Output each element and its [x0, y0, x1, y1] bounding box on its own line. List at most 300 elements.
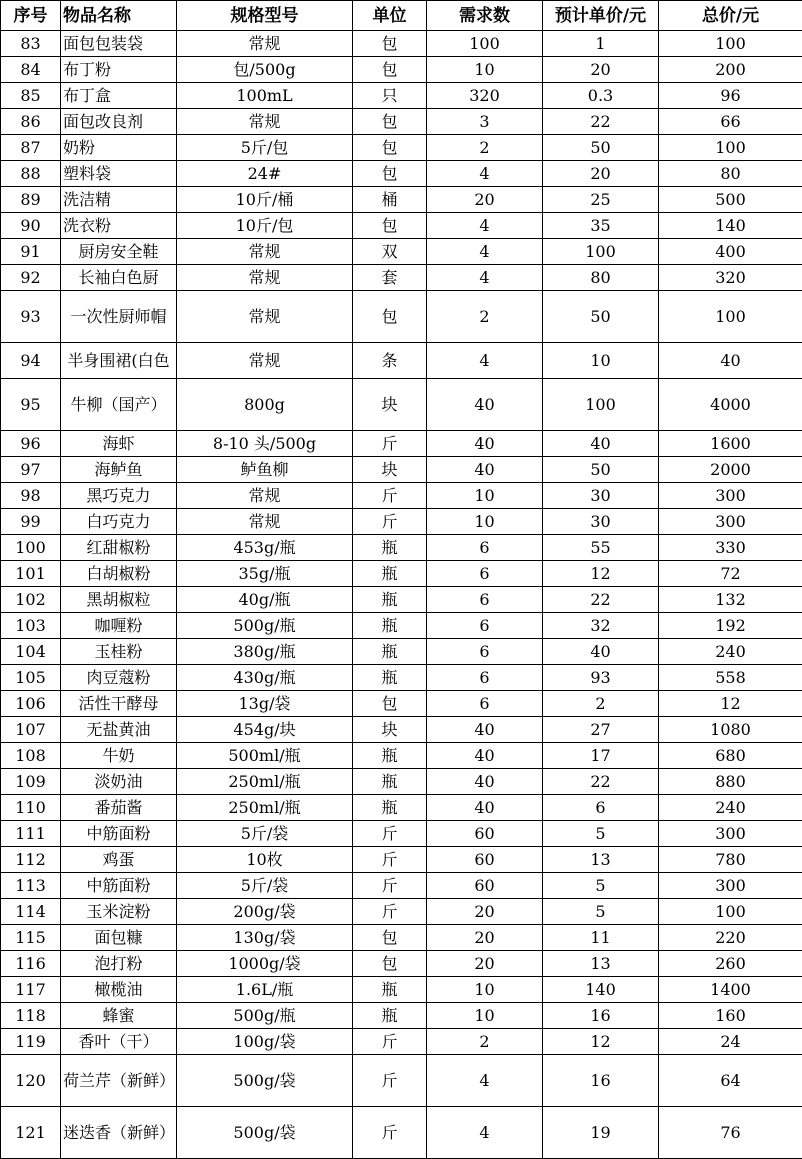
table-row	[1, 561, 802, 587]
cell-qty: 4	[427, 1055, 543, 1107]
cell-no: 107	[1, 717, 61, 743]
cell-spec: 200g/袋	[177, 899, 353, 925]
cell-unit: 斤	[353, 1107, 427, 1159]
cell-name: 面包包装袋	[61, 31, 177, 57]
cell-total: 220	[659, 925, 802, 951]
cell-price: 22	[543, 109, 659, 135]
cell-price: 11	[543, 925, 659, 951]
cell-qty: 40	[427, 457, 543, 483]
cell-total: 80	[659, 161, 802, 187]
cell-spec: 常规	[177, 265, 353, 291]
cell-no: 115	[1, 925, 61, 951]
cell-qty: 4	[427, 161, 543, 187]
cell-spec: 500g/袋	[177, 1107, 353, 1159]
cell-total: 40	[659, 343, 802, 379]
cell-qty: 6	[427, 561, 543, 587]
cell-name: 玉米淀粉	[61, 899, 177, 925]
cell-price: 20	[543, 161, 659, 187]
cell-total: 100	[659, 135, 802, 161]
cell-no: 113	[1, 873, 61, 899]
table-row	[1, 135, 802, 161]
table-row	[1, 743, 802, 769]
header-no: 序号	[1, 1, 61, 31]
cell-unit: 块	[353, 717, 427, 743]
table-row	[1, 873, 802, 899]
cell-price: 100	[543, 239, 659, 265]
cell-total: 140	[659, 213, 802, 239]
cell-qty: 4	[427, 213, 543, 239]
cell-total: 240	[659, 639, 802, 665]
cell-unit: 瓶	[353, 561, 427, 587]
cell-name: 无盐黄油	[61, 717, 177, 743]
cell-unit: 瓶	[353, 587, 427, 613]
cell-no: 117	[1, 977, 61, 1003]
cell-no: 90	[1, 213, 61, 239]
cell-name: 厨房安全鞋	[61, 239, 177, 265]
cell-qty: 2	[427, 135, 543, 161]
cell-no: 97	[1, 457, 61, 483]
cell-spec: 250ml/瓶	[177, 769, 353, 795]
cell-total: 880	[659, 769, 802, 795]
cell-price: 5	[543, 873, 659, 899]
cell-no: 111	[1, 821, 61, 847]
table-row	[1, 691, 802, 717]
cell-spec: 453g/瓶	[177, 535, 353, 561]
cell-qty: 20	[427, 899, 543, 925]
cell-unit: 包	[353, 291, 427, 343]
cell-qty: 6	[427, 535, 543, 561]
cell-total: 320	[659, 265, 802, 291]
cell-name: 黑巧克力	[61, 483, 177, 509]
cell-qty: 100	[427, 31, 543, 57]
table-row	[1, 847, 802, 873]
cell-spec: 常规	[177, 343, 353, 379]
cell-unit: 只	[353, 83, 427, 109]
cell-unit: 包	[353, 161, 427, 187]
cell-price: 12	[543, 1029, 659, 1055]
cell-total: 240	[659, 795, 802, 821]
cell-qty: 10	[427, 977, 543, 1003]
cell-spec: 250ml/瓶	[177, 795, 353, 821]
cell-name: 玉桂粉	[61, 639, 177, 665]
table-row	[1, 83, 802, 109]
cell-qty: 10	[427, 57, 543, 83]
cell-spec: 常规	[177, 109, 353, 135]
table-row	[1, 639, 802, 665]
cell-total: 12	[659, 691, 802, 717]
cell-name: 活性干酵母	[61, 691, 177, 717]
cell-price: 5	[543, 821, 659, 847]
cell-qty: 6	[427, 691, 543, 717]
cell-qty: 10	[427, 1003, 543, 1029]
cell-qty: 6	[427, 639, 543, 665]
cell-spec: 包/500g	[177, 57, 353, 83]
cell-spec: 5斤/袋	[177, 873, 353, 899]
cell-price: 13	[543, 951, 659, 977]
table-row	[1, 717, 802, 743]
table-row	[1, 187, 802, 213]
cell-name: 洗洁精	[61, 187, 177, 213]
table-row	[1, 57, 802, 83]
cell-no: 103	[1, 613, 61, 639]
cell-name: 中筋面粉	[61, 873, 177, 899]
cell-price: 25	[543, 187, 659, 213]
header-price: 预计单价/元	[543, 1, 659, 31]
cell-spec: 380g/瓶	[177, 639, 353, 665]
cell-price: 140	[543, 977, 659, 1003]
cell-spec: 40g/瓶	[177, 587, 353, 613]
cell-no: 101	[1, 561, 61, 587]
cell-no: 120	[1, 1055, 61, 1107]
cell-no: 84	[1, 57, 61, 83]
cell-price: 100	[543, 379, 659, 431]
table-row	[1, 109, 802, 135]
cell-no: 91	[1, 239, 61, 265]
cell-no: 119	[1, 1029, 61, 1055]
cell-total: 160	[659, 1003, 802, 1029]
cell-unit: 瓶	[353, 977, 427, 1003]
cell-total: 300	[659, 483, 802, 509]
table-row	[1, 1029, 802, 1055]
cell-unit: 斤	[353, 509, 427, 535]
cell-unit: 斤	[353, 821, 427, 847]
cell-total: 100	[659, 899, 802, 925]
cell-name: 肉豆蔻粉	[61, 665, 177, 691]
cell-spec: 1000g/袋	[177, 951, 353, 977]
cell-unit: 套	[353, 265, 427, 291]
table-row	[1, 457, 802, 483]
cell-no: 83	[1, 31, 61, 57]
table-row	[1, 899, 802, 925]
cell-price: 5	[543, 899, 659, 925]
cell-qty: 20	[427, 187, 543, 213]
table-row	[1, 1055, 802, 1107]
cell-total: 200	[659, 57, 802, 83]
cell-price: 50	[543, 135, 659, 161]
cell-price: 2	[543, 691, 659, 717]
cell-total: 558	[659, 665, 802, 691]
table-row	[1, 483, 802, 509]
cell-no: 96	[1, 431, 61, 457]
cell-price: 0.3	[543, 83, 659, 109]
cell-price: 1	[543, 31, 659, 57]
cell-spec: 10枚	[177, 847, 353, 873]
table-row	[1, 665, 802, 691]
cell-spec: 100mL	[177, 83, 353, 109]
cell-name: 牛奶	[61, 743, 177, 769]
cell-total: 1400	[659, 977, 802, 1003]
cell-price: 16	[543, 1055, 659, 1107]
cell-name: 番茄酱	[61, 795, 177, 821]
cell-total: 400	[659, 239, 802, 265]
cell-spec: 13g/袋	[177, 691, 353, 717]
cell-price: 40	[543, 431, 659, 457]
cell-spec: 500g/袋	[177, 1055, 353, 1107]
cell-total: 96	[659, 83, 802, 109]
cell-spec: 8-10 头/500g	[177, 431, 353, 457]
cell-no: 118	[1, 1003, 61, 1029]
cell-price: 93	[543, 665, 659, 691]
cell-qty: 6	[427, 665, 543, 691]
cell-qty: 10	[427, 483, 543, 509]
cell-spec: 500ml/瓶	[177, 743, 353, 769]
cell-qty: 20	[427, 951, 543, 977]
cell-total: 500	[659, 187, 802, 213]
header-name: 物品名称	[61, 1, 177, 31]
cell-price: 80	[543, 265, 659, 291]
cell-name: 布丁粉	[61, 57, 177, 83]
cell-qty: 40	[427, 431, 543, 457]
table-row	[1, 1107, 802, 1159]
header-spec: 规格型号	[177, 1, 353, 31]
table-row	[1, 31, 802, 57]
cell-qty: 60	[427, 847, 543, 873]
cell-name: 淡奶油	[61, 769, 177, 795]
cell-unit: 斤	[353, 483, 427, 509]
cell-no: 88	[1, 161, 61, 187]
header-row	[1, 1, 802, 31]
table-row	[1, 613, 802, 639]
cell-unit: 包	[353, 135, 427, 161]
table-row	[1, 291, 802, 343]
cell-unit: 双	[353, 239, 427, 265]
cell-qty: 2	[427, 291, 543, 343]
cell-name: 牛柳（国产）	[61, 379, 177, 431]
cell-total: 330	[659, 535, 802, 561]
cell-price: 22	[543, 587, 659, 613]
cell-total: 1080	[659, 717, 802, 743]
cell-name: 蜂蜜	[61, 1003, 177, 1029]
table-row	[1, 161, 802, 187]
cell-unit: 包	[353, 691, 427, 717]
cell-name: 长袖白色厨	[61, 265, 177, 291]
cell-spec: 鲈鱼柳	[177, 457, 353, 483]
cell-total: 64	[659, 1055, 802, 1107]
cell-name: 白巧克力	[61, 509, 177, 535]
cell-total: 24	[659, 1029, 802, 1055]
cell-total: 4000	[659, 379, 802, 431]
cell-price: 30	[543, 483, 659, 509]
cell-total: 192	[659, 613, 802, 639]
table-row	[1, 587, 802, 613]
cell-name: 洗衣粉	[61, 213, 177, 239]
header-unit: 单位	[353, 1, 427, 31]
table-row	[1, 509, 802, 535]
cell-no: 85	[1, 83, 61, 109]
cell-name: 红甜椒粉	[61, 535, 177, 561]
cell-total: 1600	[659, 431, 802, 457]
cell-unit: 包	[353, 925, 427, 951]
cell-spec: 10斤/包	[177, 213, 353, 239]
table-row	[1, 769, 802, 795]
cell-no: 102	[1, 587, 61, 613]
cell-no: 89	[1, 187, 61, 213]
cell-name: 布丁盒	[61, 83, 177, 109]
table-row	[1, 951, 802, 977]
cell-name: 白胡椒粉	[61, 561, 177, 587]
cell-name: 鸡蛋	[61, 847, 177, 873]
header-qty: 需求数	[427, 1, 543, 31]
cell-name: 橄榄油	[61, 977, 177, 1003]
cell-spec: 常规	[177, 239, 353, 265]
cell-name: 黑胡椒粒	[61, 587, 177, 613]
cell-price: 16	[543, 1003, 659, 1029]
table-row	[1, 379, 802, 431]
cell-price: 20	[543, 57, 659, 83]
cell-qty: 6	[427, 587, 543, 613]
cell-name	[61, 343, 177, 379]
cell-no: 110	[1, 795, 61, 821]
cell-no: 87	[1, 135, 61, 161]
cell-total: 300	[659, 509, 802, 535]
cell-unit: 瓶	[353, 1003, 427, 1029]
cell-unit: 条	[353, 343, 427, 379]
cell-no: 94	[1, 343, 61, 379]
cell-name: 咖喱粉	[61, 613, 177, 639]
cell-spec: 800g	[177, 379, 353, 431]
cell-total: 300	[659, 821, 802, 847]
cell-price: 50	[543, 457, 659, 483]
cell-unit: 瓶	[353, 535, 427, 561]
cell-total: 66	[659, 109, 802, 135]
cell-name: 荷兰芹（新鲜）	[61, 1055, 177, 1107]
table-row	[1, 925, 802, 951]
cell-total: 100	[659, 291, 802, 343]
cell-unit: 斤	[353, 1029, 427, 1055]
table-row	[1, 535, 802, 561]
table-row	[1, 343, 802, 379]
cell-qty: 320	[427, 83, 543, 109]
cell-spec: 500g/瓶	[177, 613, 353, 639]
cell-spec: 常规	[177, 31, 353, 57]
cell-total: 300	[659, 873, 802, 899]
cell-no: 99	[1, 509, 61, 535]
cell-spec: 常规	[177, 291, 353, 343]
cell-qty: 4	[427, 343, 543, 379]
cell-name: 泡打粉	[61, 951, 177, 977]
cell-spec: 130g/袋	[177, 925, 353, 951]
cell-unit: 瓶	[353, 639, 427, 665]
cell-unit: 斤	[353, 847, 427, 873]
cell-no: 104	[1, 639, 61, 665]
cell-name: 迷迭香（新鲜）	[61, 1107, 177, 1159]
cell-unit: 包	[353, 213, 427, 239]
cell-qty: 4	[427, 1107, 543, 1159]
cell-no: 86	[1, 109, 61, 135]
cell-total: 780	[659, 847, 802, 873]
cell-spec: 1.6L/瓶	[177, 977, 353, 1003]
cell-qty: 20	[427, 925, 543, 951]
cell-no: 121	[1, 1107, 61, 1159]
cell-qty: 6	[427, 613, 543, 639]
cell-name: 奶粉	[61, 135, 177, 161]
cell-no: 106	[1, 691, 61, 717]
cell-price: 30	[543, 509, 659, 535]
cell-no: 108	[1, 743, 61, 769]
table-row	[1, 795, 802, 821]
cell-unit: 包	[353, 109, 427, 135]
cell-unit: 斤	[353, 899, 427, 925]
cell-unit: 包	[353, 31, 427, 57]
cell-qty: 40	[427, 769, 543, 795]
cell-spec: 454g/块	[177, 717, 353, 743]
cell-no: 105	[1, 665, 61, 691]
cell-name-text: 半身围裙(白色	[67, 350, 170, 370]
cell-qty: 60	[427, 821, 543, 847]
cell-total: 132	[659, 587, 802, 613]
cell-price: 40	[543, 639, 659, 665]
cell-qty: 40	[427, 379, 543, 431]
cell-no: 114	[1, 899, 61, 925]
cell-unit: 斤	[353, 431, 427, 457]
cell-unit: 斤	[353, 1055, 427, 1107]
header-total: 总价/元	[659, 1, 802, 31]
cell-name: 一次性厨师帽	[61, 291, 177, 343]
cell-qty: 3	[427, 109, 543, 135]
cell-name: 塑料袋	[61, 161, 177, 187]
cell-price: 17	[543, 743, 659, 769]
cell-no: 116	[1, 951, 61, 977]
table-row	[1, 265, 802, 291]
cell-qty: 2	[427, 1029, 543, 1055]
cell-unit: 瓶	[353, 613, 427, 639]
cell-total: 680	[659, 743, 802, 769]
cell-total: 72	[659, 561, 802, 587]
cell-total: 260	[659, 951, 802, 977]
cell-unit: 块	[353, 457, 427, 483]
table-row	[1, 1003, 802, 1029]
cell-unit: 桶	[353, 187, 427, 213]
cell-total: 76	[659, 1107, 802, 1159]
cell-price: 6	[543, 795, 659, 821]
cell-spec: 5斤/包	[177, 135, 353, 161]
cell-name: 海虾	[61, 431, 177, 457]
cell-unit: 瓶	[353, 743, 427, 769]
cell-unit: 块	[353, 379, 427, 431]
cell-price: 55	[543, 535, 659, 561]
cell-no: 100	[1, 535, 61, 561]
cell-qty: 40	[427, 795, 543, 821]
cell-price: 27	[543, 717, 659, 743]
cell-no: 109	[1, 769, 61, 795]
cell-name: 面包改良剂	[61, 109, 177, 135]
cell-qty: 60	[427, 873, 543, 899]
cell-price: 50	[543, 291, 659, 343]
cell-price: 32	[543, 613, 659, 639]
cell-total: 100	[659, 31, 802, 57]
cell-name: 香叶（干）	[61, 1029, 177, 1055]
cell-total: 2000	[659, 457, 802, 483]
cell-name: 面包糠	[61, 925, 177, 951]
cell-price: 12	[543, 561, 659, 587]
cell-spec: 430g/瓶	[177, 665, 353, 691]
cell-unit: 瓶	[353, 665, 427, 691]
cell-name: 中筋面粉	[61, 821, 177, 847]
cell-spec: 500g/瓶	[177, 1003, 353, 1029]
cell-price: 19	[543, 1107, 659, 1159]
table-row	[1, 821, 802, 847]
cell-spec: 5斤/袋	[177, 821, 353, 847]
cell-no: 92	[1, 265, 61, 291]
table-row	[1, 213, 802, 239]
cell-unit: 包	[353, 57, 427, 83]
cell-price: 22	[543, 769, 659, 795]
cell-price: 10	[543, 343, 659, 379]
cell-spec: 常规	[177, 509, 353, 535]
table-row	[1, 239, 802, 265]
cell-spec: 常规	[177, 483, 353, 509]
cell-no: 95	[1, 379, 61, 431]
